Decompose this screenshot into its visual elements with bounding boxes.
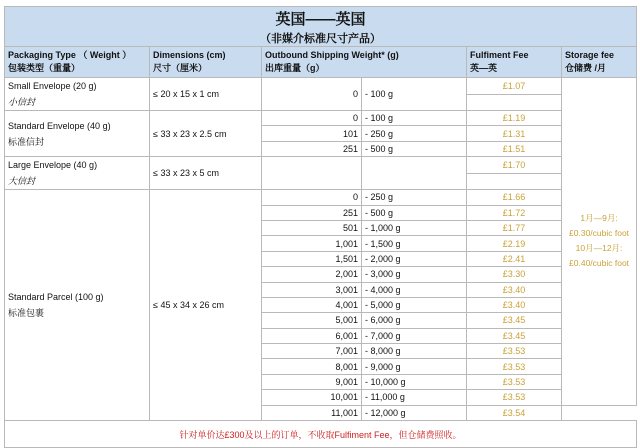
weight-to: - 9,000 g <box>362 359 467 374</box>
title-row <box>5 7 637 31</box>
weight-to: - 250 g <box>362 126 467 141</box>
category-zh: 大信封 <box>8 176 36 187</box>
weight-to: - 10,000 g <box>362 374 467 389</box>
category-en: Standard Parcel (100 g) <box>8 292 104 303</box>
storage-line: £0.30/cubic foot <box>569 228 630 239</box>
fee-cell-empty <box>467 173 562 190</box>
header-dim-en: Dimensions (cm) <box>153 50 226 60</box>
weight-to: - 1,000 g <box>362 220 467 235</box>
weight-from: 3,001 <box>262 282 362 297</box>
fee-cell: £1.70 <box>467 157 562 174</box>
header-fee-zh: 英—英 <box>470 63 498 73</box>
page-subtitle: （非媒介标准尺寸产品） <box>5 30 637 47</box>
fee-cell: £1.72 <box>467 205 562 220</box>
weight-from: 0 <box>262 111 362 126</box>
header-fee <box>467 47 562 78</box>
category-zh: 小信封 <box>8 97 36 107</box>
storage-fee-cell <box>562 78 637 406</box>
weight-to: - 12,000 g <box>362 405 467 420</box>
weight-from <box>262 157 362 190</box>
table-row <box>5 190 637 205</box>
weight-to: - 11,000 g <box>362 390 467 405</box>
storage-line: 1月—9月: <box>580 213 618 224</box>
table-row <box>5 111 637 126</box>
footnote-row <box>5 421 637 448</box>
category-standard-envelope <box>5 111 150 157</box>
weight-to: - 100 g <box>362 78 467 111</box>
header-dim-zh: 尺寸（厘米） <box>153 63 208 73</box>
fee-cell: £3.53 <box>467 344 562 359</box>
dimension-cell: ≤ 45 x 34 x 26 cm <box>150 190 262 421</box>
table-row <box>5 78 637 95</box>
fee-cell: £2.41 <box>467 251 562 266</box>
weight-from: 10,001 <box>262 390 362 405</box>
weight-to: - 3,000 g <box>362 267 467 282</box>
category-en: Small Envelope (20 g) <box>8 81 97 91</box>
fee-cell: £3.30 <box>467 267 562 282</box>
weight-to: - 7,000 g <box>362 328 467 343</box>
weight-to: - 4,000 g <box>362 282 467 297</box>
weight-from: 11,001 <box>262 405 362 420</box>
weight-from: 0 <box>262 190 362 205</box>
category-zh: 标准信封 <box>8 136 45 147</box>
header-storage-en: Storage fee <box>565 50 615 60</box>
category-large-envelope <box>5 157 150 190</box>
category-small-envelope <box>5 78 150 111</box>
fee-cell: £1.07 <box>467 78 562 95</box>
fee-cell: £3.40 <box>467 282 562 297</box>
header-dimensions <box>150 47 262 78</box>
weight-from: 1,501 <box>262 251 362 266</box>
weight-from: 5,001 <box>262 313 362 328</box>
fee-cell: £3.53 <box>467 359 562 374</box>
fee-cell: £3.54 <box>467 405 562 420</box>
fee-table <box>4 6 637 448</box>
weight-to: - 2,000 g <box>362 251 467 266</box>
fee-cell: £3.53 <box>467 390 562 405</box>
dimension-cell: ≤ 33 x 23 x 5 cm <box>150 157 262 190</box>
weight-from: 7,001 <box>262 344 362 359</box>
weight-from: 6,001 <box>262 328 362 343</box>
weight-to: - 1,500 g <box>362 236 467 251</box>
footnote: 针对单价达£300及以上的订单，不收取Fulfiment Fee，但仓储费照收。 <box>5 421 637 448</box>
fee-cell: £1.66 <box>467 190 562 205</box>
weight-to: - 8,000 g <box>362 344 467 359</box>
weight-from: 0 <box>262 78 362 111</box>
page-title: 英国——英国 <box>5 7 637 31</box>
fee-cell: £1.31 <box>467 126 562 141</box>
weight-from: 501 <box>262 220 362 235</box>
weight-to: - 5,000 g <box>362 297 467 312</box>
fee-cell: £3.45 <box>467 328 562 343</box>
category-zh: 标准包裹 <box>8 308 45 319</box>
storage-line: 10月—12月: <box>575 243 623 254</box>
header-fee-en: Fulfiment Fee <box>470 50 529 60</box>
weight-to: - 500 g <box>362 205 467 220</box>
dimension-cell: ≤ 20 x 15 x 1 cm <box>150 78 262 111</box>
subtitle-row <box>5 30 637 47</box>
weight-to <box>362 157 467 190</box>
header-weight <box>262 47 467 78</box>
weight-to: - 500 g <box>362 141 467 156</box>
storage-line: £0.40/cubic foot <box>569 258 630 269</box>
fee-cell: £1.51 <box>467 141 562 156</box>
dimension-cell: ≤ 33 x 23 x 2.5 cm <box>150 111 262 157</box>
fee-cell: £3.45 <box>467 313 562 328</box>
header-packaging-type <box>5 47 150 78</box>
table-row <box>5 157 637 174</box>
header-storage <box>562 47 637 78</box>
fee-cell: £1.77 <box>467 220 562 235</box>
header-storage-zh: 仓储费 /月 <box>565 63 607 73</box>
header-weight-en: Outbound Shipping Weight* (g) <box>265 50 399 60</box>
fee-cell-empty <box>467 94 562 111</box>
header-type-en: Packaging Type （ Weight ） <box>8 50 132 60</box>
category-en: Standard Envelope (40 g) <box>8 120 111 131</box>
header-type-zh: 包装类型（重量） <box>8 63 81 73</box>
fee-cell: £3.40 <box>467 297 562 312</box>
header-weight-zh: 出库重量（g） <box>265 63 325 73</box>
weight-from: 251 <box>262 141 362 156</box>
weight-from: 8,001 <box>262 359 362 374</box>
weight-from: 4,001 <box>262 297 362 312</box>
weight-from: 1,001 <box>262 236 362 251</box>
fee-cell: £3.53 <box>467 374 562 389</box>
weight-to: - 100 g <box>362 111 467 126</box>
weight-from: 101 <box>262 126 362 141</box>
fee-cell: £1.19 <box>467 111 562 126</box>
fee-cell: £2.19 <box>467 236 562 251</box>
category-en: Large Envelope (40 g) <box>8 160 98 171</box>
header-row <box>5 47 637 78</box>
weight-to: - 6,000 g <box>362 313 467 328</box>
weight-to: - 250 g <box>362 190 467 205</box>
weight-from: 251 <box>262 205 362 220</box>
weight-from: 2,001 <box>262 267 362 282</box>
category-standard-parcel <box>5 190 150 421</box>
weight-from: 9,001 <box>262 374 362 389</box>
